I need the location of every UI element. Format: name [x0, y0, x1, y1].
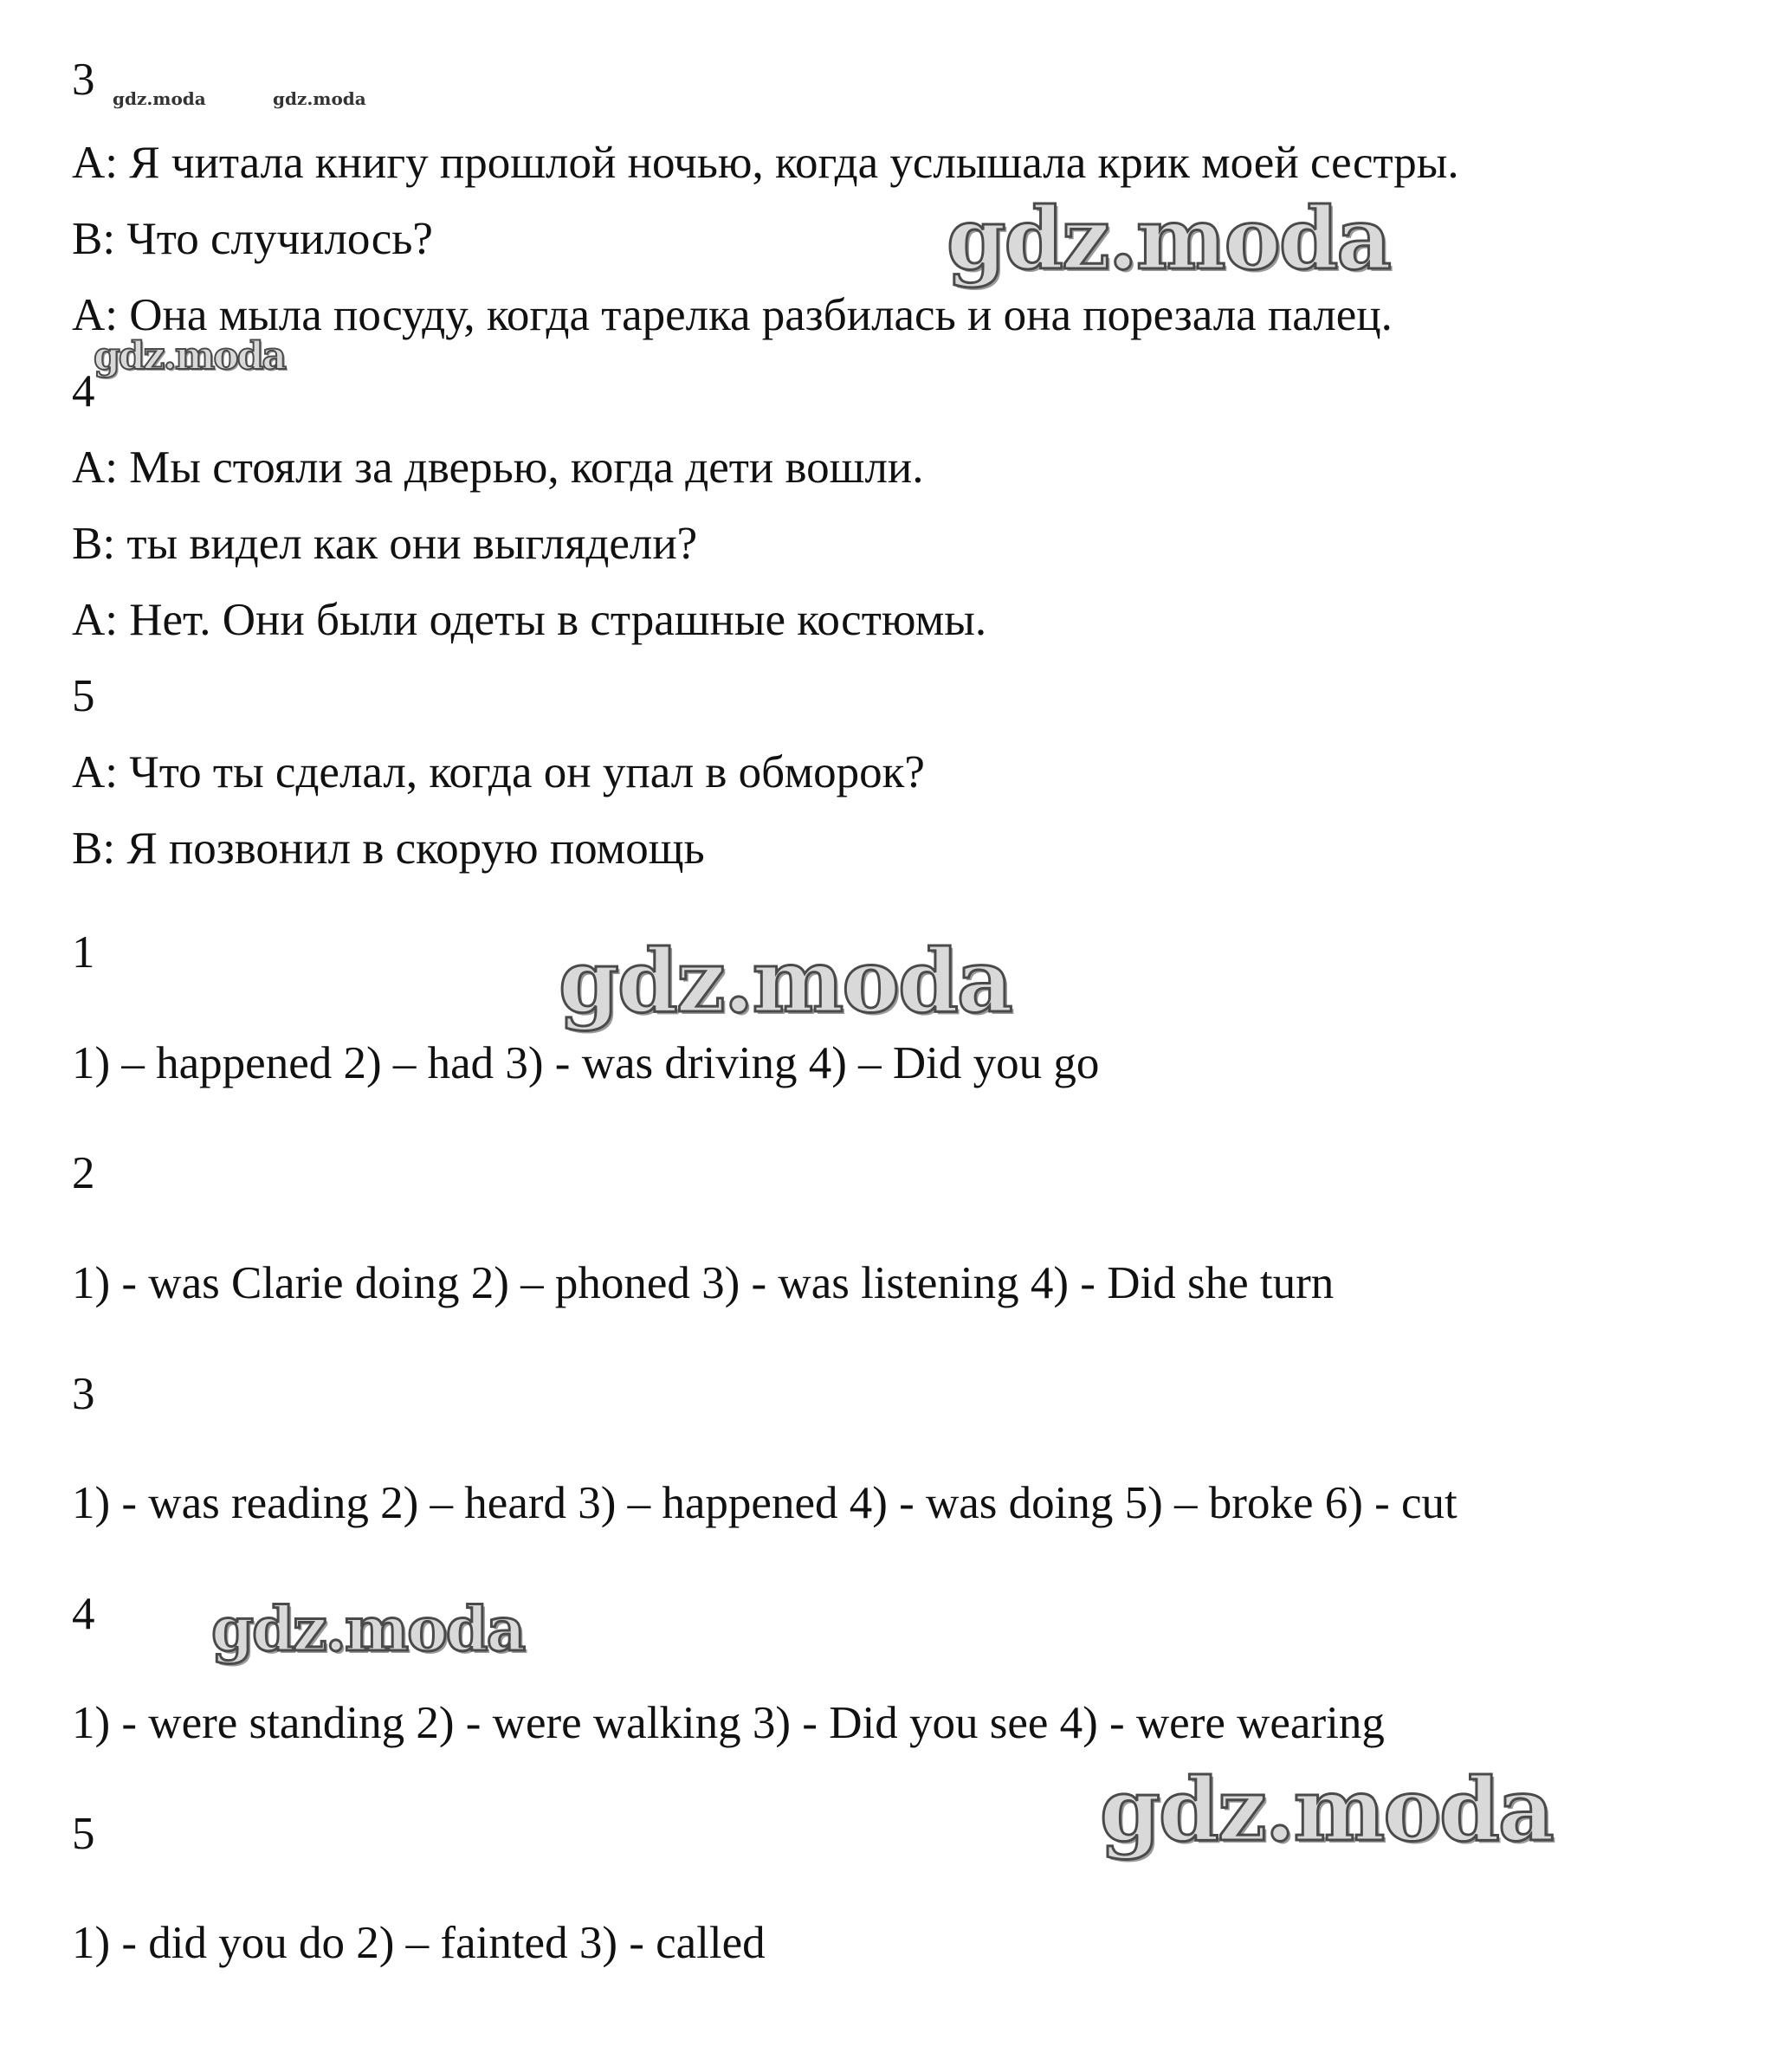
- answer-line: 1) - was Clarie doing 2) – phoned 3) - was listening 4) - Did she turn: [72, 1258, 1335, 1308]
- watermark-small: gdz.moda: [113, 88, 206, 109]
- answer-line: 1) – happened 2) – had 3) - was driving 4) – Did you go: [72, 1038, 1100, 1088]
- dialogue-line: А: Нет. Они были одеты в страшные костюмы.: [72, 595, 987, 645]
- section-number: 3: [72, 55, 95, 105]
- answer-line: 1) - did you do 2) – fainted 3) - called: [72, 1918, 766, 1968]
- answer-number: 4: [72, 1589, 95, 1639]
- dialogue-line: В: ты видел как они выглядели?: [72, 519, 698, 569]
- dialogue-line: В: Что случилось?: [72, 214, 433, 264]
- dialogue-line: А: Я читала книгу прошлой ночью, когда услышала крик моей сестры.: [72, 138, 1459, 188]
- watermark: gdz.moda: [947, 190, 1390, 289]
- section-number: 4: [72, 366, 95, 416]
- dialogue-line: А: Что ты сделал, когда он упал в обморок?: [72, 747, 925, 797]
- answer-line: 1) - were standing 2) - were walking 3) - Did you see 4) - were wearing: [72, 1698, 1385, 1748]
- watermark: gdz.moda: [559, 930, 1012, 1032]
- dialogue-line: А: Мы стояли за дверью, когда дети вошли.: [72, 442, 924, 493]
- dialogue-line: В: Я позвонил в скорую помощь: [72, 823, 705, 874]
- watermark: gdz.moda: [1100, 1759, 1553, 1861]
- watermark-small: gdz.moda: [273, 88, 366, 109]
- answer-number: 3: [72, 1369, 95, 1419]
- watermark: gdz.moda: [211, 1593, 525, 1665]
- answer-number: 1: [72, 927, 95, 978]
- watermark: gdz.moda: [94, 334, 286, 378]
- dialogue-line: А: Она мыла посуду, когда тарелка разбилась и она порезала палец.: [72, 290, 1393, 340]
- section-number: 5: [72, 671, 95, 721]
- answer-line: 1) - was reading 2) – heard 3) – happened 4) - was doing 5) – broke 6) - cut: [72, 1478, 1458, 1528]
- answer-number: 2: [72, 1148, 95, 1198]
- answer-number: 5: [72, 1809, 95, 1859]
